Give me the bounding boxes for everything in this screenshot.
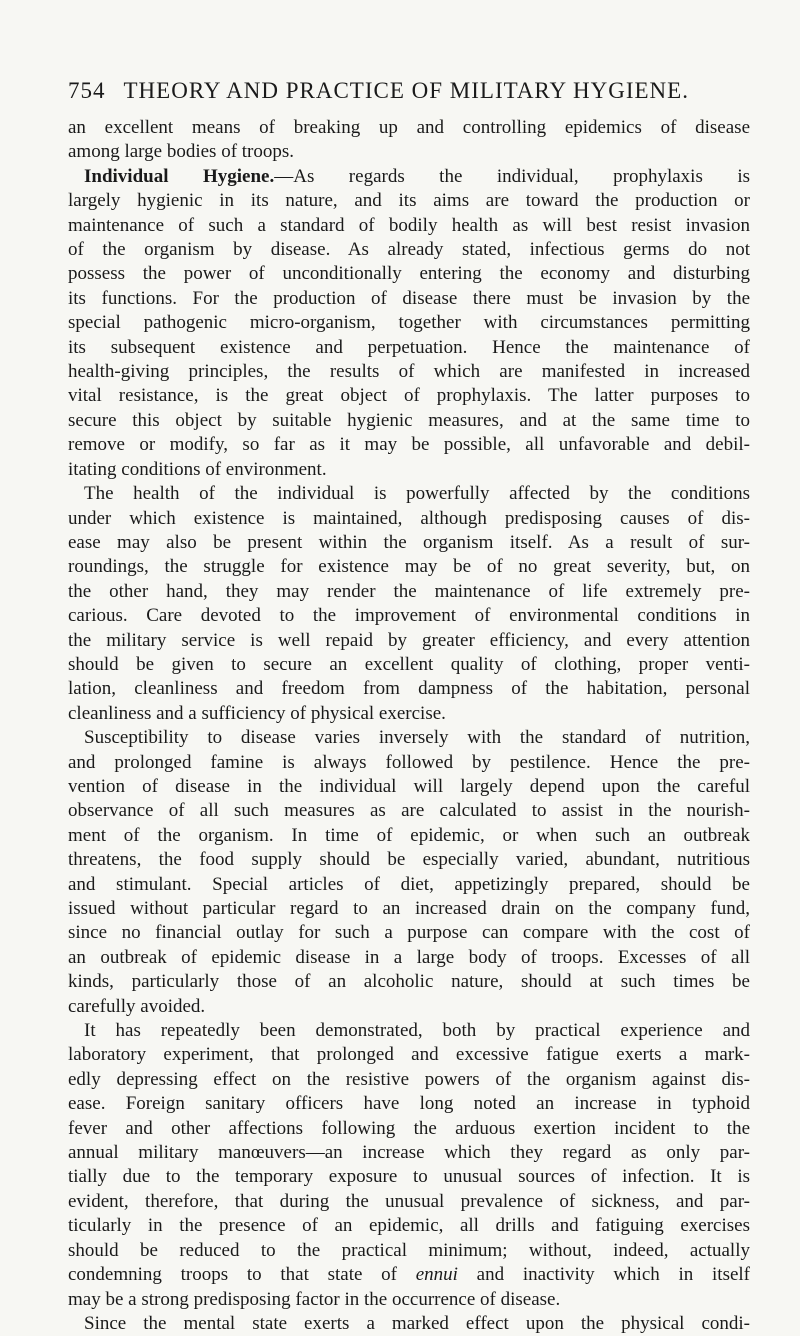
text-line: the military service is well repaid by greater efficiency, and every attention [68,629,750,651]
text-line: The health of the individual is powerfully affected by the conditions [84,483,750,505]
text-line: may be a strong predisposing factor in the occurrence of disease. [68,1288,561,1310]
text-line: an excellent means of breaking up and controlling epidemics of disease [68,117,750,138]
text-line: Since the mental state exerts a marked effect upon the physical condi- [84,1312,750,1334]
text-line: its functions. For the production of disease there must be invasion by the [68,287,750,309]
text-line: remove or modify, so far as it may be possible, all unfavorable and debil- [68,434,750,456]
text-line: carious. Care devoted to the improvement of environmental conditions in [68,605,750,627]
text-line: laboratory experiment, that prolonged and excessive fatigue exerts a mark- [68,1044,750,1066]
text-run: and inactivity which in itself [457,1264,750,1286]
text-line: should be reduced to the practical minimum; without, indeed, actually [68,1239,750,1261]
text-line: edly depressing effect on the resistive powers of the organism against dis- [68,1068,750,1090]
text-line: kinds, particularly those of an alcoholic nature, should at such times be [68,971,750,993]
text-line: itating conditions of environment. [68,458,327,480]
text-line: vention of disease in the individual will largely depend upon the careful [68,775,750,797]
text-line: tially due to the temporary exposure to unusual sources of infection. It is [68,1166,750,1188]
text-line: threatens, the food supply should be especially varied, abundant, nutritious [68,849,750,871]
text-line: under which existence is maintained, although predisposing causes of dis- [68,507,750,529]
text-line: special pathogenic micro-organism, together with circumstances permitting [68,312,750,334]
text-line: secure this object by suitable hygienic measures, and at the same time to [68,409,750,431]
text-line: fever and other affections following the arduous exertion incident to the [68,1117,750,1139]
paragraph-1 [68,116,750,165]
text-run: condemning troops to that state of [68,1264,416,1286]
text-line: and prolonged famine is always followed by pestilence. Hence the pre- [68,751,750,773]
text-line: of the organism by disease. As already stated, infectious germs do not [68,239,750,261]
text-line: ease may also be present within the organism itself. As a result of sur- [68,531,750,553]
text-line: roundings, the struggle for existence may be of no great severity, but, on [68,556,750,578]
text-line: It has repeatedly been demonstrated, both by practical experience and [84,1020,750,1042]
paragraph-3 [68,482,750,726]
text-line: issued without particular regard to an increased drain on the company fund, [68,898,750,919]
text-line: evident, therefore, that during the unusual prevalence of sickness, and par- [68,1190,750,1212]
paragraph-2 [68,165,750,482]
page-number: 754 [68,78,106,103]
italic-word: ennui [415,1264,458,1286]
text-line: largely hygienic in its nature, and its aims are toward the production or [68,190,750,212]
text-line: possess the power of unconditionally entering the economy and disturbing [68,263,750,285]
text-line: annual military manœuvers—an increase which they regard as only par- [68,1142,750,1164]
text-line: carefully avoided. [68,995,206,1017]
text-line: cleanliness and a sufficiency of physical exercise. [68,702,446,724]
text-line: lation, cleanliness and freedom from dampness of the habitation, personal [68,678,750,700]
text-line: ment of the organism. In time of epidemic, or when such an outbreak [68,824,750,846]
running-header [68,78,750,104]
text-line: ease. Foreign sanitary officers have long noted an increase in typhoid [68,1093,750,1115]
paragraph-5 [68,1019,750,1312]
text-run: —As regards the individual, prophylaxis is [274,165,750,187]
text-line: should be given to secure an excellent quality of clothing, proper venti- [68,653,750,675]
text-line: observance of all such measures as are calculated to assist in the nourish- [68,800,750,822]
text-line [68,1263,750,1287]
text-line: health-giving principles, the results of which are manifested in increased [68,361,750,383]
running-title: THEORY AND PRACTICE OF MILITARY HYGIENE. [123,78,689,103]
text-line: its subsequent existence and perpetuation. Hence the maintenance of [68,336,750,358]
text-line: the other hand, they may render the maintenance of life extremely pre- [68,580,750,602]
text-line [68,165,750,189]
text-line: among large bodies of troops. [68,141,295,163]
text-line: ticularly in the presence of an epidemic, all drills and fatiguing exercises [68,1215,750,1237]
paragraph-6 [68,1312,750,1336]
page [68,78,750,1336]
paragraph-4 [68,726,750,1019]
text-line: since no financial outlay for such a purpose can compare with the cost of [68,922,750,944]
text-line: an outbreak of epidemic disease in a large body of troops. Excesses of all [68,946,750,968]
text-line: maintenance of such a standard of bodily health as will best resist invasion [68,214,750,236]
text-line: and stimulant. Special articles of diet, appetizingly prepared, should be [68,873,750,895]
text-line: Susceptibility to disease varies inversely with the standard of nutrition, [84,727,750,749]
text-line: vital resistance, is the great object of prophylaxis. The latter purposes to [68,385,750,407]
section-heading: Individual Hygiene. [84,165,275,187]
